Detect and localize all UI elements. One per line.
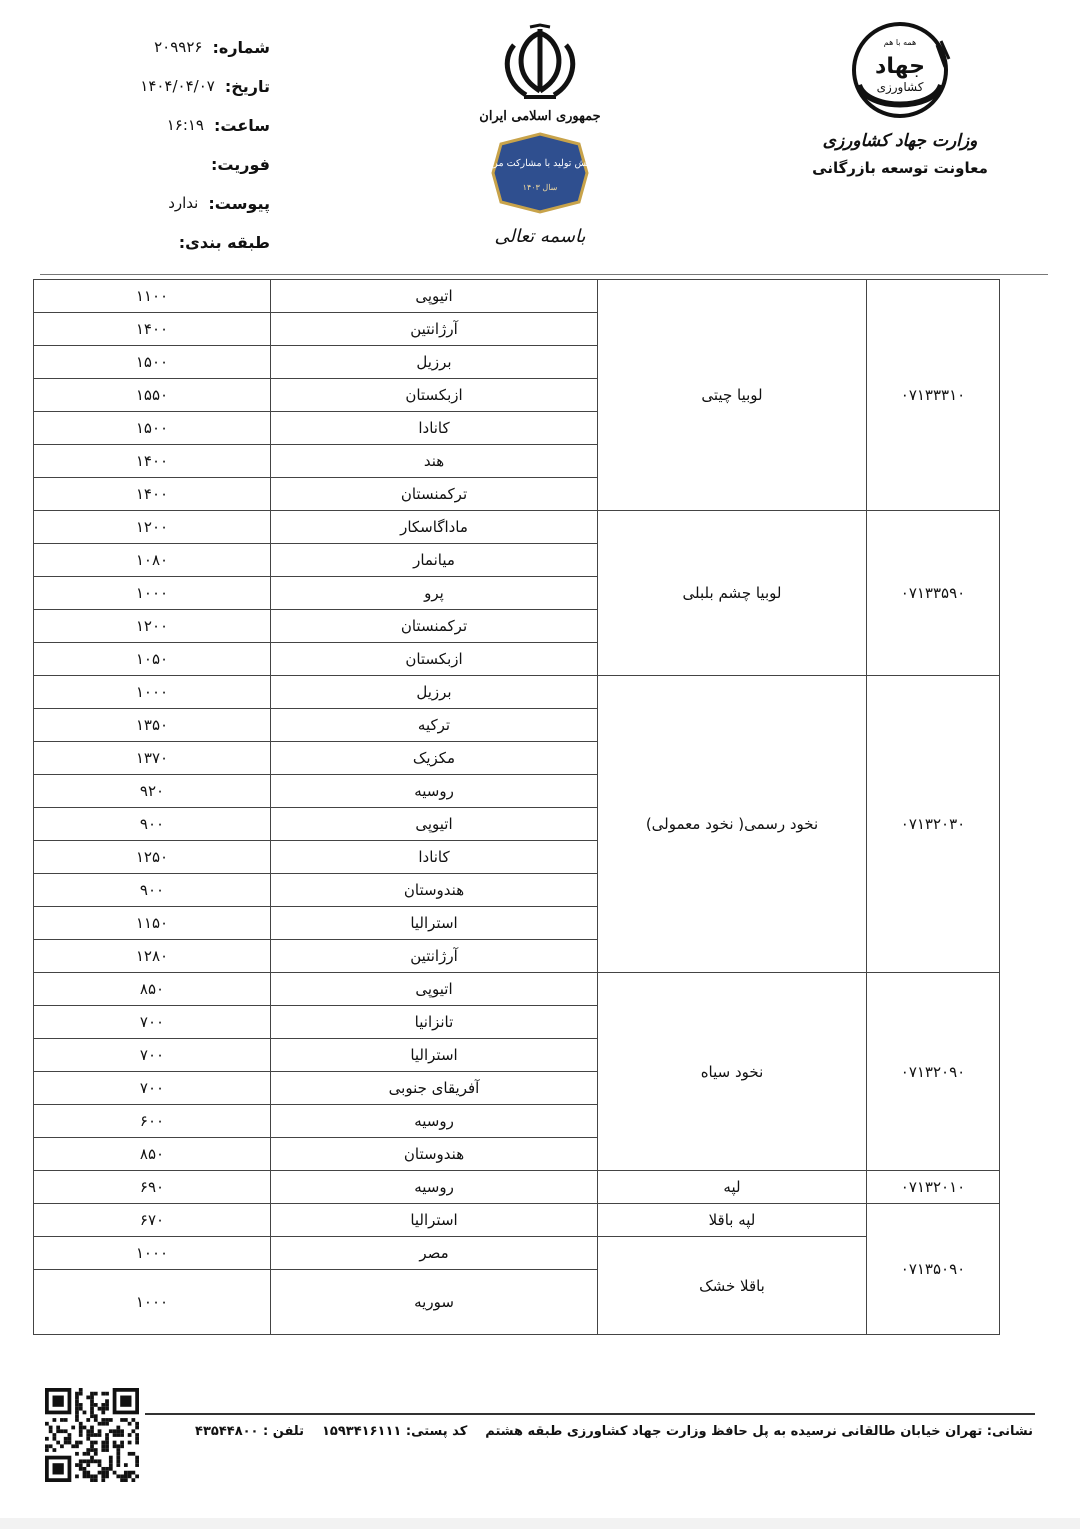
table-row: [34, 1204, 1000, 1237]
country-cell: استرالیا: [271, 1039, 598, 1072]
letter-date-value: ۱۴۰۴/۰۴/۰۷: [140, 77, 215, 95]
country-cell: اتیوپی: [271, 808, 598, 841]
letter-meta: [95, 38, 270, 272]
table-row: [34, 973, 1000, 1006]
country-cell: آفریقای جنوبی: [271, 1072, 598, 1105]
letter-date-label: تاریخ:: [224, 77, 270, 96]
country-cell: میانمار: [271, 544, 598, 577]
ministry-logo-icon: [845, 15, 955, 125]
country-cell: ماداگاسکار: [271, 511, 598, 544]
product-name-cell: نخود رسمی( نخود معمولی): [598, 676, 867, 973]
table-row: [34, 1171, 1000, 1204]
footer: [160, 1424, 1033, 1439]
price-cell: ۷۰۰: [34, 1006, 271, 1039]
letter-number-value: ۲۰۹۹۲۶: [154, 38, 203, 56]
deputy-name: معاونت توسعه بازرگانی: [812, 159, 988, 177]
footer-address: نشانی: تهران خیابان طالقانی نرسیده به پل حافظ وزارت جهاد کشاورزی طبقه هشتم: [485, 1424, 1033, 1439]
slogan-year: سال ۱۴۰۳: [522, 183, 558, 192]
header-divider: [40, 274, 1048, 275]
price-cell: ۹۰۰: [34, 874, 271, 907]
country-cell: اتیوپی: [271, 973, 598, 1006]
price-cell: ۱۲۰۰: [34, 511, 271, 544]
logo-sub-text: کشاورزی: [876, 80, 924, 94]
letter-classification-label: طبقه بندی:: [178, 233, 270, 252]
price-cell: ۱۰۰۰: [34, 1237, 271, 1270]
letter-time-value: ۱۶:۱۹: [166, 116, 204, 134]
product-name-cell: لوبیا چیتی: [598, 280, 867, 511]
country-cell: استرالیا: [271, 1204, 598, 1237]
footer-postal-code: کد پستی: ۱۵۹۳۴۱۶۱۱۱: [322, 1424, 468, 1439]
table-row: [34, 280, 1000, 313]
country-cell: برزیل: [271, 676, 598, 709]
price-cell: ۸۵۰: [34, 973, 271, 1006]
footer-phone: تلفن : ۴۳۵۴۴۸۰۰: [195, 1424, 304, 1439]
country-cell: تانزانیا: [271, 1006, 598, 1039]
country-cell: برزیل: [271, 346, 598, 379]
tariff-code-cell: ۰۷۱۳۲۰۹۰: [867, 973, 1000, 1171]
country-cell: هندوستان: [271, 874, 598, 907]
republic-name: جمهوری اسلامی ایران: [479, 109, 601, 124]
letter-date-row: [95, 77, 270, 116]
price-cell: ۱۵۰۰: [34, 346, 271, 379]
product-name-cell: لوبیا چشم بلبلی: [598, 511, 867, 676]
product-name-cell: باقلا خشک: [598, 1237, 867, 1335]
price-cell: ۱۰۸۰: [34, 544, 271, 577]
ministry-name: وزارت جهاد کشاورزی: [822, 131, 978, 151]
price-cell: ۱۵۵۰: [34, 379, 271, 412]
product-name-cell: نخود سیاه: [598, 973, 867, 1171]
price-cell: ۱۱۰۰: [34, 280, 271, 313]
letter-time-row: [95, 116, 270, 155]
logo-top-text: همه با هم: [883, 38, 917, 47]
country-cell: سوریه: [271, 1270, 598, 1335]
national-emblem-icon: [500, 25, 580, 103]
letter-attachment-label: پیوست:: [208, 194, 270, 213]
price-cell: ۱۳۵۰: [34, 709, 271, 742]
price-cell: ۱۲۵۰: [34, 841, 271, 874]
country-cell: مصر: [271, 1237, 598, 1270]
letter-urgency-label: فوریت:: [210, 155, 270, 174]
letter-time-label: ساعت:: [213, 116, 270, 135]
table-row: [34, 676, 1000, 709]
price-cell: ۱۲۸۰: [34, 940, 271, 973]
country-cell: ازبکستان: [271, 643, 598, 676]
country-cell: کانادا: [271, 412, 598, 445]
country-cell: آرژانتین: [271, 940, 598, 973]
price-table: [33, 279, 1000, 1335]
qr-code-icon: [45, 1388, 139, 1482]
price-cell: ۸۵۰: [34, 1138, 271, 1171]
price-cell: ۱۲۰۰: [34, 610, 271, 643]
letter-number-label: شماره:: [212, 38, 270, 57]
country-cell: استرالیا: [271, 907, 598, 940]
tariff-code-cell: ۰۷۱۳۲۰۱۰: [867, 1171, 1000, 1204]
price-cell: ۱۴۰۰: [34, 478, 271, 511]
price-cell: ۶۹۰: [34, 1171, 271, 1204]
price-cell: ۹۲۰: [34, 775, 271, 808]
footer-divider: [145, 1413, 1035, 1415]
country-cell: ترکیه: [271, 709, 598, 742]
slogan-text: جهش تولید با مشارکت مردم: [483, 158, 597, 169]
price-cell: ۱۱۵۰: [34, 907, 271, 940]
country-cell: کانادا: [271, 841, 598, 874]
price-cell: ۱۰۰۰: [34, 577, 271, 610]
slogan-seal-icon: [483, 132, 597, 214]
tariff-code-cell: ۰۷۱۳۵۰۹۰: [867, 1204, 1000, 1335]
product-name-cell: لپه: [598, 1171, 867, 1204]
price-cell: ۱۰۰۰: [34, 1270, 271, 1335]
country-cell: آرژانتین: [271, 313, 598, 346]
letter-attachment-value: ندارد: [168, 194, 199, 212]
price-cell: ۹۰۰: [34, 808, 271, 841]
page-bottom-strip: [0, 1518, 1080, 1529]
price-cell: ۶۰۰: [34, 1105, 271, 1138]
price-cell: ۷۰۰: [34, 1072, 271, 1105]
letter-urgency-row: [95, 155, 270, 194]
country-cell: هند: [271, 445, 598, 478]
table-row: [34, 1237, 1000, 1270]
price-cell: ۱۴۰۰: [34, 313, 271, 346]
country-cell: ازبکستان: [271, 379, 598, 412]
tariff-code-cell: ۰۷۱۳۲۰۳۰: [867, 676, 1000, 973]
letter-number-row: [95, 38, 270, 77]
country-cell: اتیوپی: [271, 280, 598, 313]
country-cell: ترکمنستان: [271, 478, 598, 511]
price-cell: ۱۰۵۰: [34, 643, 271, 676]
country-cell: مکزیک: [271, 742, 598, 775]
letter-classification-row: [95, 233, 270, 272]
price-cell: ۱۰۰۰: [34, 676, 271, 709]
ministry-block: [800, 15, 1000, 177]
price-cell: ۱۵۰۰: [34, 412, 271, 445]
invocation-text: باسمه تعالی: [494, 226, 586, 247]
price-table-body: [34, 280, 1000, 1335]
country-cell: هندوستان: [271, 1138, 598, 1171]
letter-attachment-row: [95, 194, 270, 233]
price-cell: ۶۷۰: [34, 1204, 271, 1237]
country-cell: روسیه: [271, 1105, 598, 1138]
price-cell: ۱۴۰۰: [34, 445, 271, 478]
price-cell: ۱۳۷۰: [34, 742, 271, 775]
table-row: [34, 511, 1000, 544]
country-cell: روسیه: [271, 1171, 598, 1204]
national-emblem-block: [470, 25, 610, 270]
country-cell: روسیه: [271, 775, 598, 808]
logo-main-text: جهاد: [875, 54, 925, 79]
tariff-code-cell: ۰۷۱۳۳۳۱۰: [867, 280, 1000, 511]
tariff-code-cell: ۰۷۱۳۳۵۹۰: [867, 511, 1000, 676]
country-cell: ترکمنستان: [271, 610, 598, 643]
price-cell: ۷۰۰: [34, 1039, 271, 1072]
product-name-cell: لپه باقلا: [598, 1204, 867, 1237]
country-cell: پرو: [271, 577, 598, 610]
